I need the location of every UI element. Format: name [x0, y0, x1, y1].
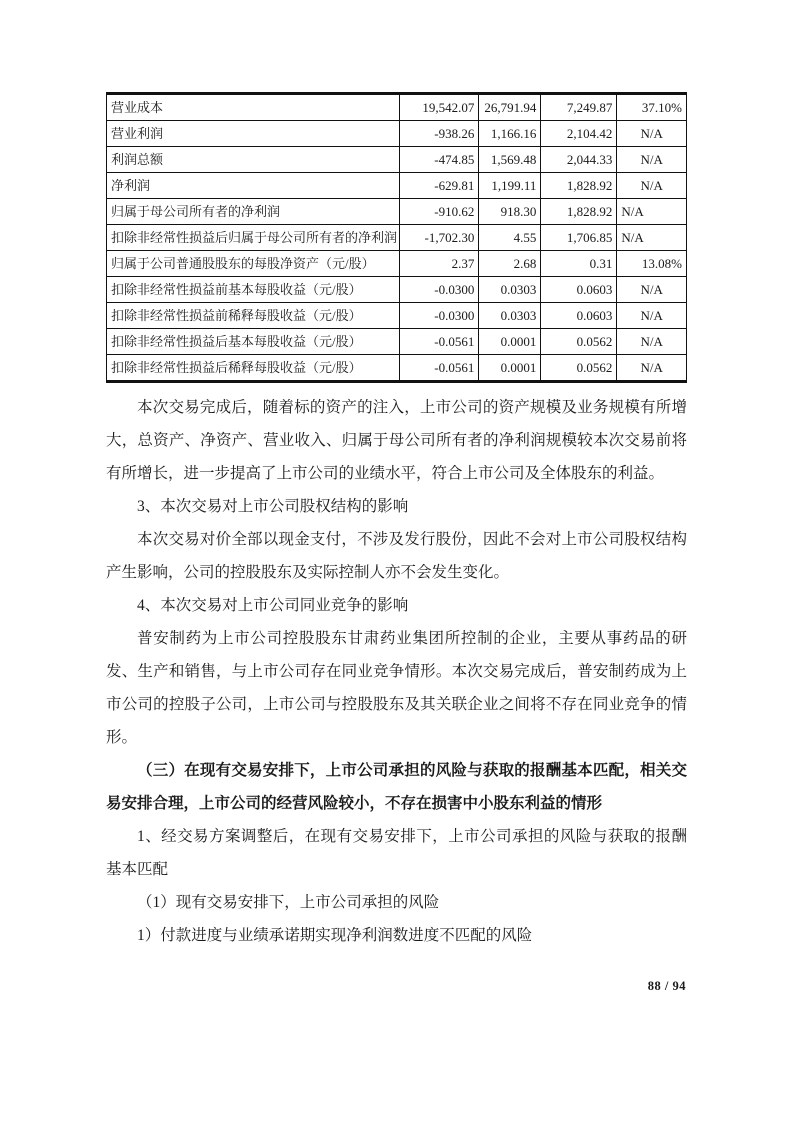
row-label-cell: 利润总额 — [107, 147, 400, 173]
table-row — [107, 303, 687, 329]
financial-table-body — [107, 94, 687, 382]
value-cell: 1,166.16 — [479, 121, 541, 147]
change-cell: 13.08% — [617, 251, 687, 277]
table-row — [107, 173, 687, 199]
change-cell: N/A — [617, 121, 687, 147]
table-row — [107, 329, 687, 355]
table-row — [107, 277, 687, 303]
value-cell: 0.0562 — [541, 355, 617, 382]
value-cell: -910.62 — [399, 199, 478, 225]
value-cell: 0.0001 — [479, 355, 541, 382]
table-row — [107, 94, 687, 121]
table-row — [107, 251, 687, 277]
row-label-cell: 归属于母公司所有者的净利润 — [107, 199, 400, 225]
value-cell: 918.30 — [479, 199, 541, 225]
row-label-cell: 扣除非经常性损益后基本每股收益（元/股） — [107, 329, 400, 355]
section-heading: 4、本次交易对上市公司同业竞争的影响 — [137, 597, 409, 614]
paragraph: （1）现有交易安排下，上市公司承担的风险 — [137, 894, 440, 911]
value-cell: -1,702.30 — [399, 225, 478, 251]
value-cell: 2,044.33 — [541, 147, 617, 173]
row-label-cell: 扣除非经常性损益后稀释每股收益（元/股） — [107, 355, 400, 382]
change-cell: N/A — [617, 199, 687, 225]
value-cell: 0.0001 — [479, 329, 541, 355]
table-row — [107, 147, 687, 173]
value-cell: -629.81 — [399, 173, 478, 199]
section-heading: （三）在现有交易安排下，上市公司承担的风险与获取的报酬基本匹配，相关交易安排合理，上市公司的经营风险较小，不存在损害中小股东利益的情形 — [106, 762, 687, 812]
row-label-cell: 营业利润 — [107, 121, 400, 147]
value-cell: 0.0562 — [541, 329, 617, 355]
value-cell: -0.0561 — [399, 329, 478, 355]
body-text — [106, 391, 687, 952]
value-cell: 7,249.87 — [541, 94, 617, 121]
value-cell: -0.0300 — [399, 277, 478, 303]
document-content — [106, 92, 687, 952]
row-label-cell: 扣除非经常性损益前基本每股收益（元/股） — [107, 277, 400, 303]
value-cell: 0.0603 — [541, 303, 617, 329]
value-cell: 1,199.11 — [479, 173, 541, 199]
change-cell: N/A — [617, 277, 687, 303]
change-cell: N/A — [617, 329, 687, 355]
value-cell: 1,706.85 — [541, 225, 617, 251]
change-cell: N/A — [617, 173, 687, 199]
change-cell: N/A — [617, 147, 687, 173]
row-label-cell: 扣除非经常性损益后归属于母公司所有者的净利润 — [107, 225, 400, 251]
page-number: 88 / 94 — [647, 979, 686, 993]
table-row — [107, 355, 687, 382]
value-cell: 19,542.07 — [399, 94, 478, 121]
row-label-cell: 营业成本 — [107, 94, 400, 121]
value-cell: 1,569.48 — [479, 147, 541, 173]
value-cell: -938.26 — [399, 121, 478, 147]
value-cell: 0.31 — [541, 251, 617, 277]
value-cell: -0.0561 — [399, 355, 478, 382]
section-heading: 3、本次交易对上市公司股权结构的影响 — [137, 498, 409, 515]
change-cell: N/A — [617, 355, 687, 382]
value-cell: 0.0303 — [479, 303, 541, 329]
value-cell: 1,828.92 — [541, 199, 617, 225]
value-cell: 2.37 — [399, 251, 478, 277]
value-cell: 1,828.92 — [541, 173, 617, 199]
value-cell: 0.0303 — [479, 277, 541, 303]
value-cell: -474.85 — [399, 147, 478, 173]
change-cell: 37.10% — [617, 94, 687, 121]
paragraph: 1）付款进度与业绩承诺期实现净利润数进度不匹配的风险 — [137, 927, 533, 944]
value-cell: 26,791.94 — [479, 94, 541, 121]
change-cell: N/A — [617, 225, 687, 251]
paragraph: 本次交易完成后，随着标的资产的注入，上市公司的资产规模及业务规模有所增大，总资产、净资产、营业收入、归属于母公司所有者的净利润规模较本次交易前将有所增长，进一步提高了上市公司的业绩水平，符合上市公司及全体股东的利益。 — [106, 399, 687, 482]
row-label-cell: 归属于公司普通股股东的每股净资产（元/股） — [107, 251, 400, 277]
paragraph: 本次交易对价全部以现金支付，不涉及发行股份，因此不会对上市公司股权结构产生影响，公司的控股股东及实际控制人亦不会发生变化。 — [106, 531, 687, 581]
table-row — [107, 225, 687, 251]
value-cell: 0.0603 — [541, 277, 617, 303]
row-label-cell: 扣除非经常性损益前稀释每股收益（元/股） — [107, 303, 400, 329]
value-cell: 2.68 — [479, 251, 541, 277]
table-row — [107, 199, 687, 225]
value-cell: 2,104.42 — [541, 121, 617, 147]
financial-comparison-table — [106, 92, 687, 383]
paragraph: 1、经交易方案调整后，在现有交易安排下，上市公司承担的风险与获取的报酬基本匹配 — [106, 828, 687, 878]
table-row — [107, 121, 687, 147]
paragraph: 普安制药为上市公司控股股东甘肃药业集团所控制的企业，主要从事药品的研发、生产和销售，与上市公司存在同业竞争情形。本次交易完成后，普安制药成为上市公司的控股子公司，上市公司与控股股东及其关联企业之间将不存在同业竞争的情形。 — [106, 630, 687, 746]
value-cell: 4.55 — [479, 225, 541, 251]
change-cell: N/A — [617, 303, 687, 329]
value-cell: -0.0300 — [399, 303, 478, 329]
row-label-cell: 净利润 — [107, 173, 400, 199]
